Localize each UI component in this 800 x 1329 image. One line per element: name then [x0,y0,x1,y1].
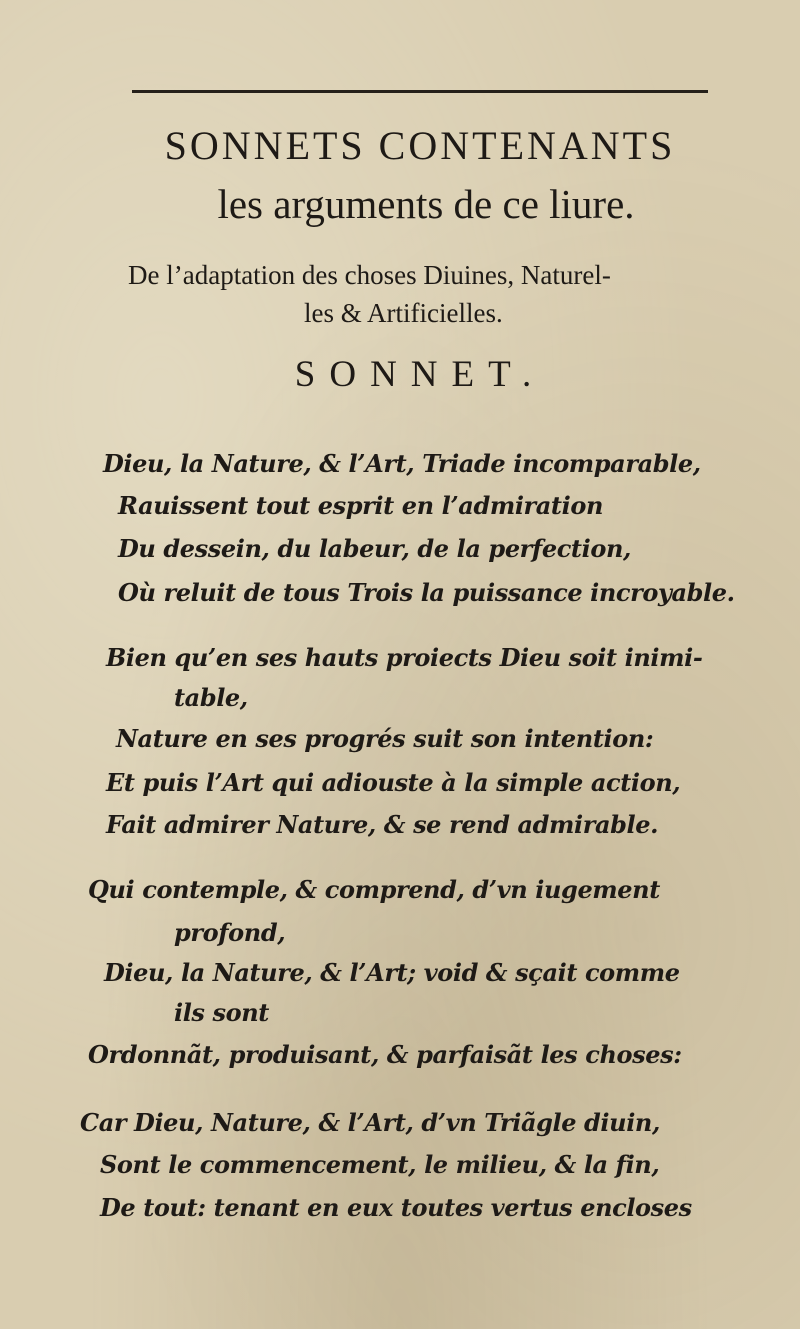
verse-line: Et puis l’Art qui adiouste à la simple action, [106,768,681,797]
adaptation-line-1: De l’adaptation des choses Diuines, Naturel- [128,260,611,290]
verse-line: Dieu, la Nature, & l’Art, Triade incomparable, [103,449,701,478]
verse-line: Car Dieu, Nature, & l’Art, d’vn Triãgle diuin, [80,1108,660,1137]
page-title: SONNETS CONTENANTS [164,123,676,168]
top-rule [132,90,708,93]
verse-line: Nature en ses progrés suit son intention: [116,724,654,753]
verse-line: Ordonnãt, produisant, & parfaisãt les choses: [88,1040,682,1069]
verse-line: Fait admirer Nature, & se rend admirable. [106,810,659,839]
page-subtitle: les arguments de ce liure. [217,181,635,227]
verse-line: Du dessein, du labeur, de la perfection, [118,534,631,563]
verse-line: Bien qu’en ses hauts proiects Dieu soit inimi- [106,643,703,672]
verse-line: Sont le commencement, le milieu, & la fin, [100,1150,660,1179]
adaptation-line-2: les & Artificielles. [304,298,503,328]
verse-line: ils sont [174,998,269,1027]
verse-line: Qui contemple, & comprend, d’vn iugement [88,875,660,904]
verse-line: table, [174,683,248,712]
verse-line: Dieu, la Nature, & l’Art; void & sçait comme [104,958,680,987]
verse-line: Où reluit de tous Trois la puissance incroyable. [118,578,735,607]
sonnet-heading: SONNET. [294,354,546,395]
verse-line: profond, [174,918,286,947]
verse-line: De tout: tenant en eux toutes vertus encloses [100,1193,692,1222]
verse-line: Rauissent tout esprit en l’admiration [118,491,603,520]
